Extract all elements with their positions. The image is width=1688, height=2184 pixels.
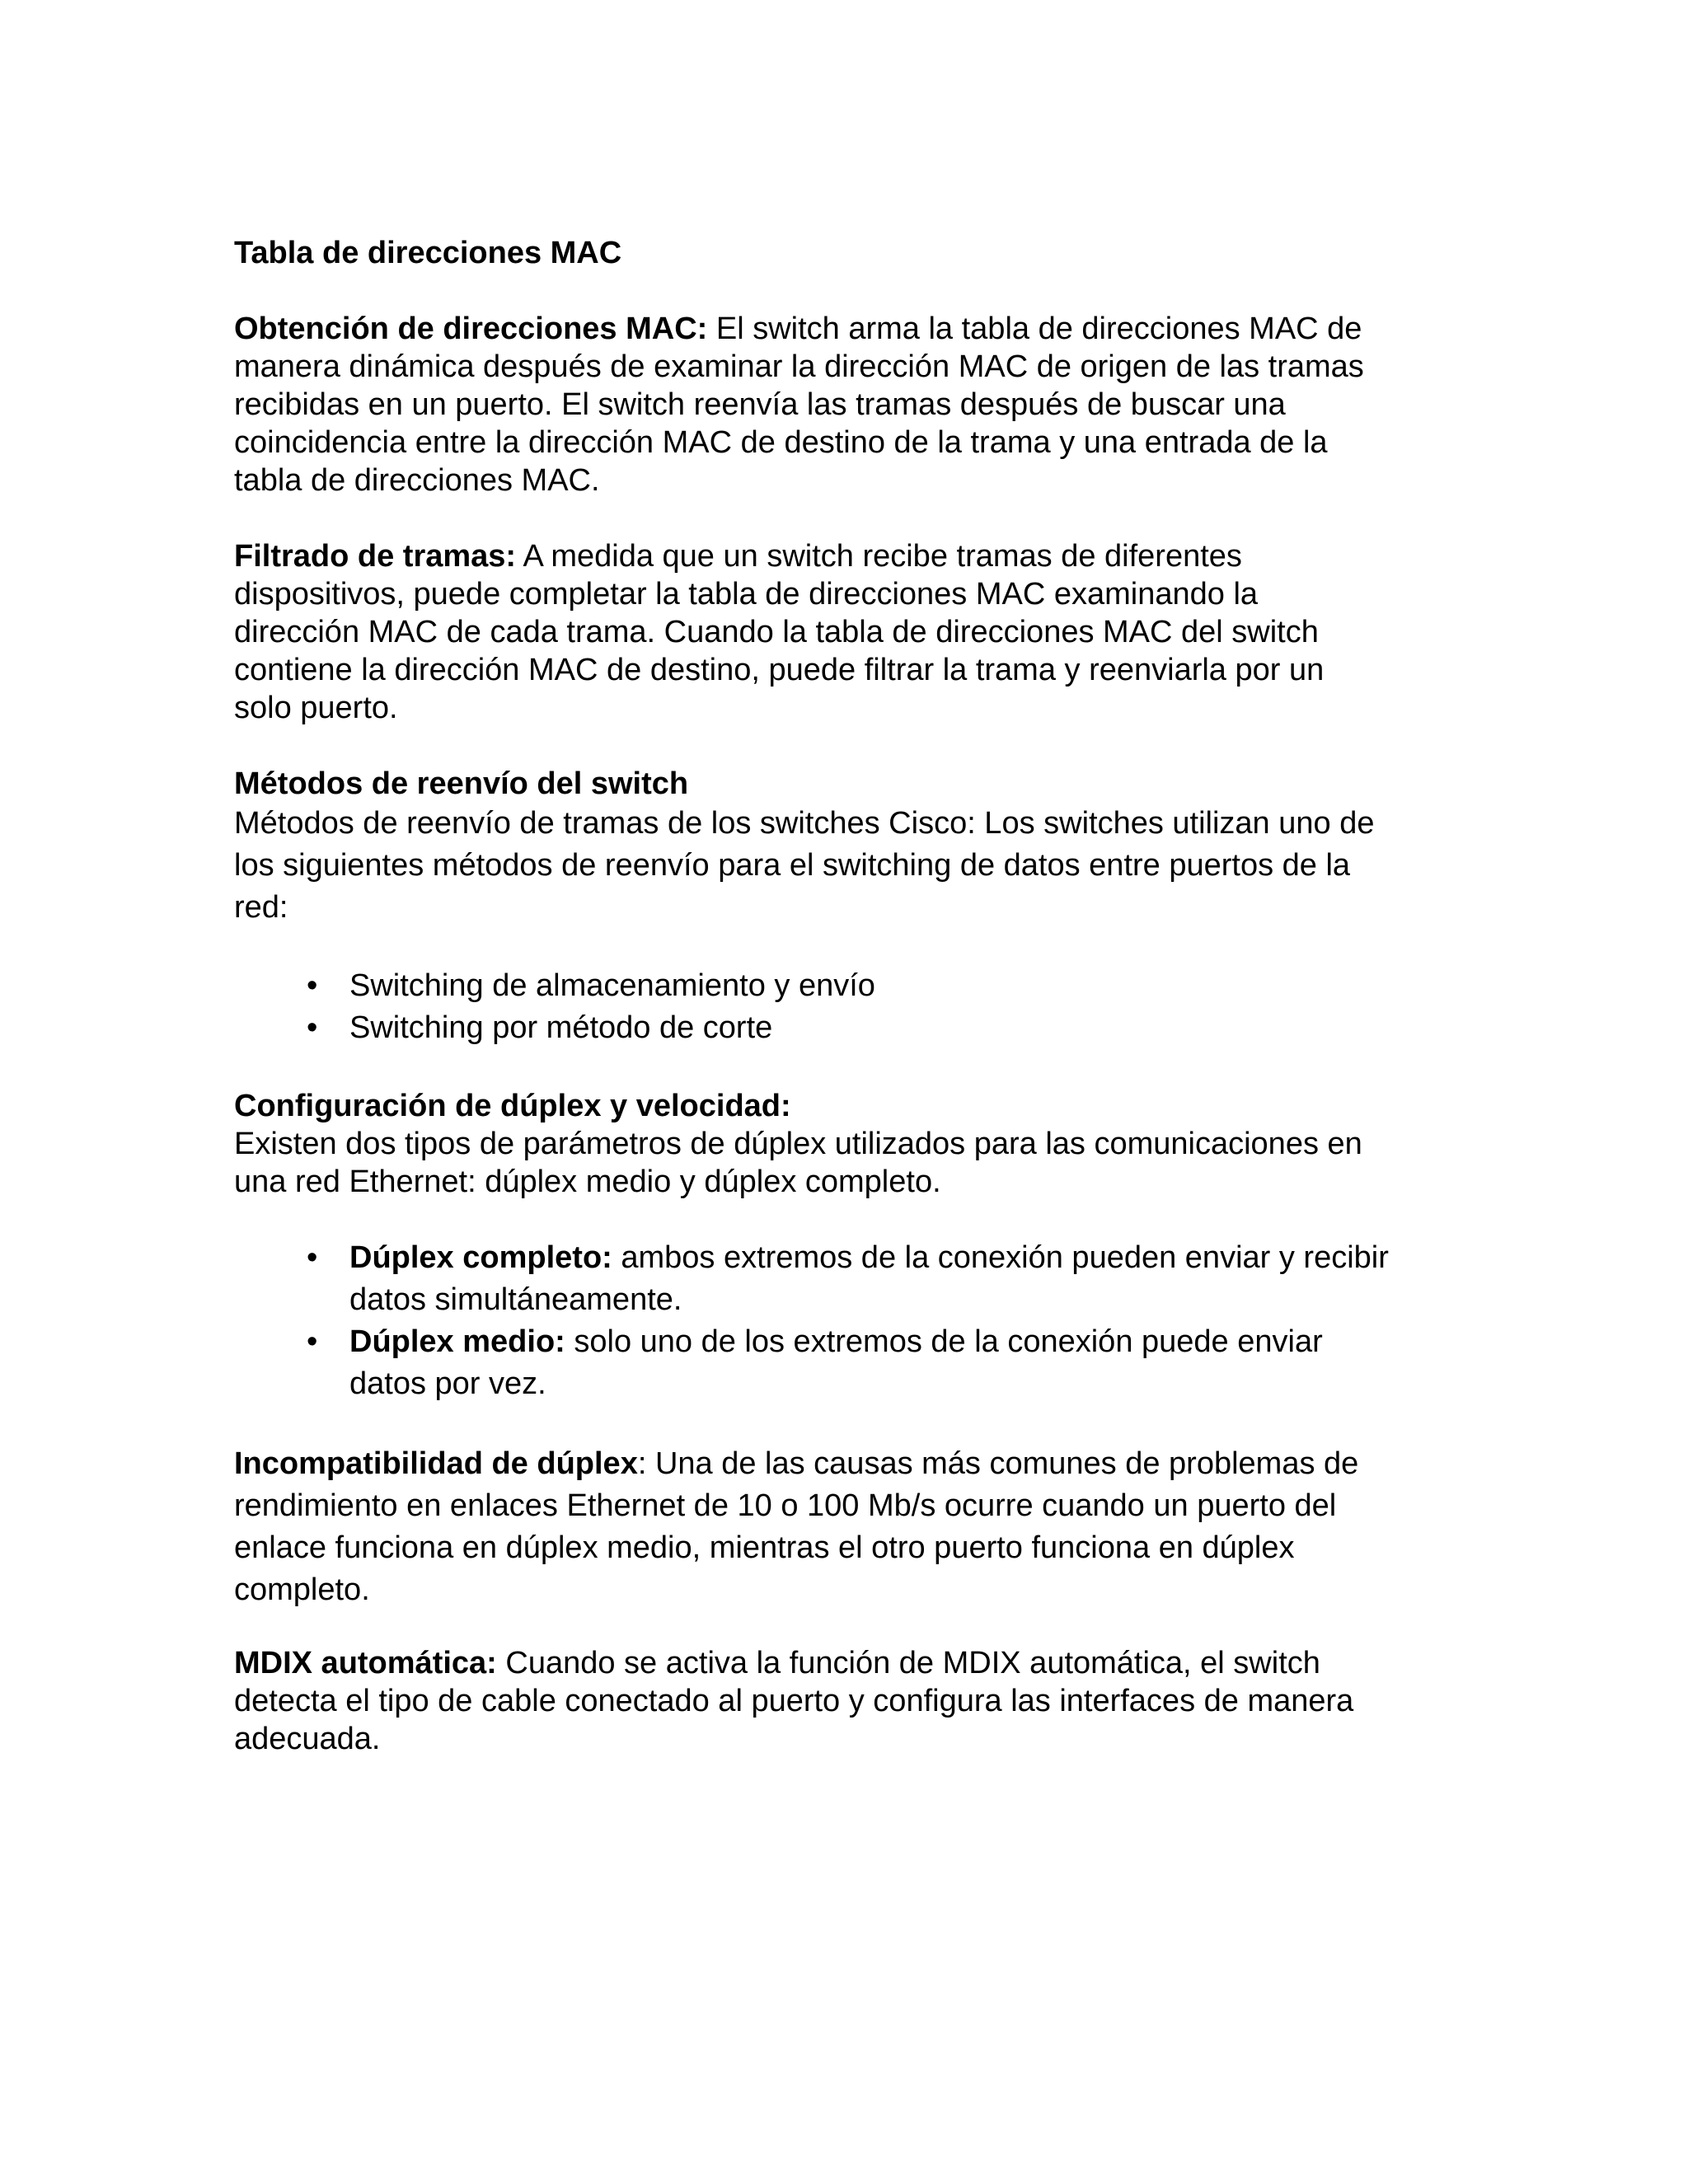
section-heading: Configuración de dúplex y velocidad:: [234, 1089, 791, 1123]
section-incompatibilidad: [234, 1443, 1470, 1611]
term-label: MDIX automática:: [234, 1646, 497, 1680]
paragraph-line: [234, 537, 1470, 575]
paragraph-line: enlace funciona en dúplex medio, mientras el otro puerto funciona en dúplex: [234, 1530, 1295, 1565]
paragraph-line: coincidencia entre la dirección MAC de destino de la trama y una entrada de la: [234, 425, 1328, 460]
paragraph-line: red:: [234, 890, 288, 925]
paragraph-line: [234, 310, 1470, 348]
paragraph-line: tabla de direcciones MAC.: [234, 463, 600, 498]
paragraph-line: una red Ethernet: dúplex medio y dúplex completo.: [234, 1165, 941, 1199]
paragraph-text: Cuando se activa la función de MDIX automática, el switch: [496, 1646, 1320, 1680]
paragraph-line: manera dinámica después de examinar la dirección MAC de origen de las tramas: [234, 349, 1364, 384]
section-configuracion: [234, 1087, 1470, 1405]
paragraph-line: solo puerto.: [234, 691, 398, 725]
paragraph-text: El switch arma la tabla de direcciones MAC de: [707, 312, 1362, 346]
bullet-list: [234, 1237, 1470, 1405]
paragraph-line: los siguientes métodos de reenvío para el switching de datos entre puertos de la: [234, 848, 1351, 883]
term-label: Dúplex completo:: [349, 1240, 612, 1275]
bullet-icon: •: [307, 1010, 318, 1045]
list-item-line: datos simultáneamente.: [349, 1282, 682, 1317]
paragraph-line: rendimiento en enlaces Ethernet de 10 o 100 Mb/s ocurre cuando un puerto del: [234, 1488, 1337, 1523]
paragraph-line: Métodos de reenvío de tramas de los switches Cisco: Los switches utilizan uno de: [234, 806, 1375, 841]
paragraph-line: recibidas en un puerto. El switch reenvía las tramas después de buscar una: [234, 387, 1286, 422]
paragraph-line: [234, 1443, 1470, 1485]
list-item-line: [349, 1321, 1470, 1363]
bullet-icon: •: [307, 1324, 318, 1359]
section-metodos: [234, 765, 1470, 1049]
paragraph-line: detecta el tipo de cable conectado al puerto y configura las interfaces de manera: [234, 1684, 1354, 1718]
paragraph-line: dispositivos, puede completar la tabla de direcciones MAC examinando la: [234, 577, 1259, 612]
list-item: [234, 1321, 1470, 1405]
bullet-list: [234, 965, 1470, 1049]
list-item-text: ambos extremos de la conexión pueden enviar y recibir: [612, 1240, 1389, 1275]
section-filtrado: [234, 537, 1470, 727]
bullet-icon: •: [307, 968, 318, 1003]
document-page: [234, 224, 1470, 1758]
bullet-icon: •: [307, 1240, 318, 1275]
term-label: Filtrado de tramas:: [234, 539, 517, 574]
paragraph-line: completo.: [234, 1572, 370, 1607]
term-label: Dúplex medio:: [349, 1324, 565, 1359]
list-item: [234, 965, 1470, 1007]
paragraph-text: : Una de las causas más comunes de problemas de: [637, 1446, 1359, 1481]
section-body: [234, 803, 1470, 929]
paragraph-text: A medida que un switch recibe tramas de diferentes: [516, 539, 1242, 574]
term-label: Incompatibilidad de dúplex: [234, 1446, 638, 1481]
section-heading: Métodos de reenvío del switch: [234, 766, 689, 801]
section-obtencion: [234, 310, 1470, 499]
list-item-text: Switching por método de corte: [349, 1010, 773, 1045]
list-item: [234, 1007, 1470, 1049]
list-item-text: Switching de almacenamiento y envío: [349, 968, 875, 1003]
paragraph-line: Existen dos tipos de parámetros de dúplex utilizados para las comunicaciones en: [234, 1127, 1362, 1161]
list-item-line: datos por vez.: [349, 1366, 546, 1401]
paragraph-line: contiene la dirección MAC de destino, puede filtrar la trama y reenviarla por un: [234, 653, 1325, 687]
list-item: [234, 1237, 1470, 1321]
page-title: Tabla de direcciones MAC: [234, 236, 622, 270]
paragraph-line: dirección MAC de cada trama. Cuando la tabla de direcciones MAC del switch: [234, 615, 1319, 649]
term-label: Obtención de direcciones MAC:: [234, 312, 708, 346]
paragraph-line: adecuada.: [234, 1722, 381, 1756]
section-mdix: [234, 1644, 1470, 1758]
paragraph-line: [234, 1644, 1470, 1682]
list-item-line: [349, 1237, 1470, 1279]
list-item-text: solo uno de los extremos de la conexión puede enviar: [565, 1324, 1323, 1359]
